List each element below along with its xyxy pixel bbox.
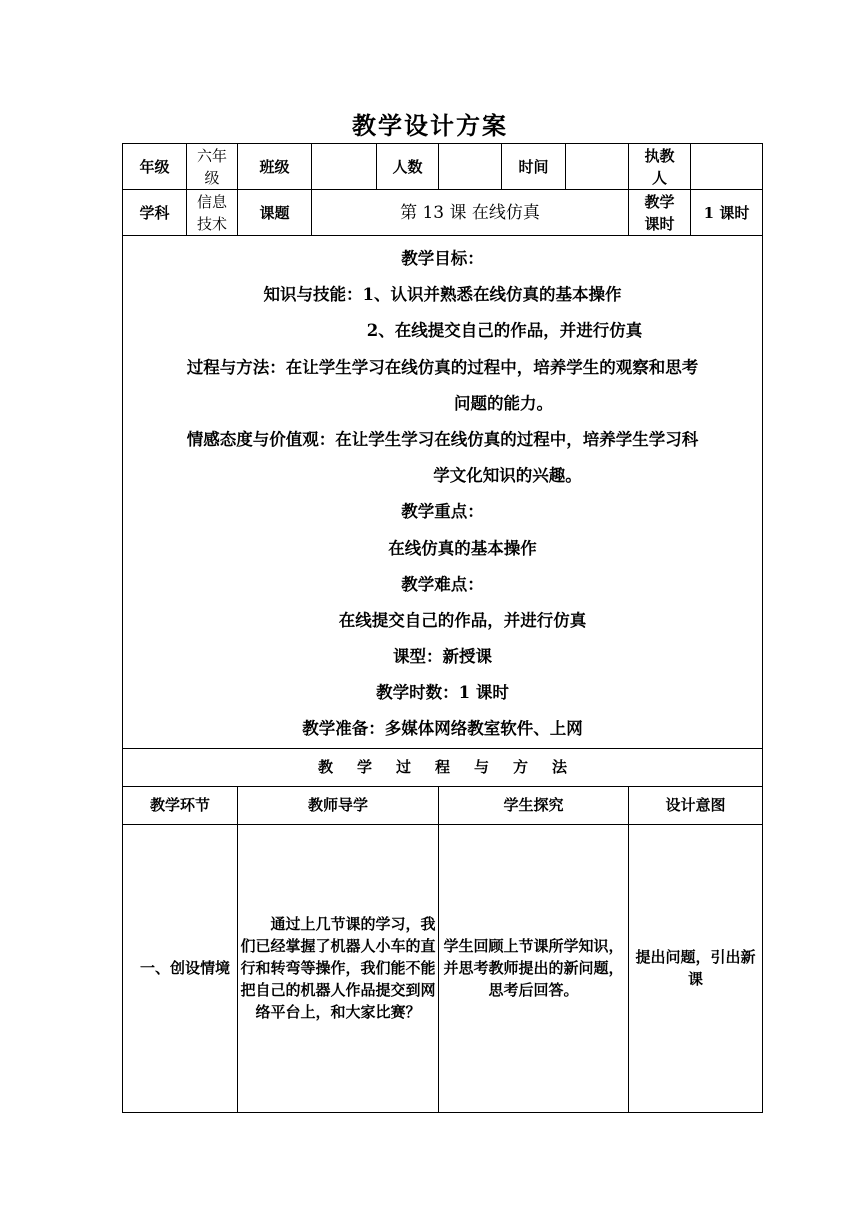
subject-value (187, 190, 238, 236)
difficulty-heading: 教学难点： (401, 574, 484, 594)
student-explore-text: 学生回顾上节课所学知识，并思考教师提出的新问题，思考后回答。 (443, 937, 624, 1000)
info-row-1 (123, 144, 763, 190)
process-title-char: 与 (474, 758, 490, 777)
class-label: 班级 (238, 144, 312, 190)
process-method-line-2: 问题的能力。 (454, 393, 553, 413)
objectives-heading: 教学目标： (401, 249, 484, 268)
process-title-row (123, 748, 763, 786)
subject-value-text: 信息技术 (196, 192, 227, 233)
teacher-value (691, 144, 763, 190)
count-label: 人数 (377, 144, 439, 190)
difficulty-text: 在线提交自己的作品，并进行仿真 (338, 610, 587, 630)
header-intent: 设计意图 (629, 786, 763, 824)
lesson-hours-line: 教学时数：1 课时 (376, 683, 509, 703)
lesson-plan-table (122, 143, 763, 1113)
process-method-line: 过程与方法：在让学生学习在线仿真的过程中，培养学生的观察和思考 (186, 357, 699, 377)
student-explore-cell (439, 824, 629, 1112)
attitude-value-line-2: 学文化知识的兴趣。 (433, 466, 582, 486)
design-intent-text: 提出问题，引出新课 (635, 948, 756, 989)
header-teacher: 教师导学 (238, 786, 439, 824)
preparation-line: 教学准备：多媒体网络教室软件、上网 (302, 719, 583, 739)
key-point-heading: 教学重点： (401, 502, 484, 522)
objectives-cell (123, 236, 763, 749)
grade-value (187, 144, 238, 190)
grade-label: 年级 (123, 144, 187, 190)
teacher-label (629, 144, 691, 190)
process-title-char: 方 (513, 758, 529, 777)
teacher-guide-cell (238, 824, 439, 1112)
time-label: 时间 (502, 144, 566, 190)
stage-cell: 一、创设情境 (123, 824, 238, 1112)
topic-value: 第 13 课 在线仿真 (312, 190, 629, 236)
design-intent-cell (629, 824, 763, 1112)
knowledge-skill-line: 知识与技能：1、认识并熟悉在线仿真的基本操作 (263, 285, 622, 305)
topic-label: 课题 (238, 190, 312, 236)
process-row (123, 824, 763, 1112)
hours-label-text: 教学课时 (644, 192, 675, 233)
process-title-char: 法 (552, 758, 568, 777)
time-value (566, 144, 629, 190)
process-title (123, 748, 763, 786)
knowledge-skill-line-2: 2、在线提交自己的作品，并进行仿真 (366, 321, 643, 341)
teacher-label-text: 执教人 (644, 146, 675, 187)
objectives-row (123, 236, 763, 749)
class-value (312, 144, 377, 190)
process-header-row (123, 786, 763, 824)
hours-label (629, 190, 691, 236)
hours-value: 1 课时 (691, 190, 763, 236)
header-stage: 教学环节 (123, 786, 238, 824)
count-value (439, 144, 502, 190)
lesson-type-line: 课型：新授课 (393, 647, 492, 667)
info-row-2 (123, 190, 763, 236)
process-title-char: 学 (356, 758, 372, 777)
grade-value-text: 六年级 (196, 146, 227, 187)
process-title-char: 过 (395, 758, 411, 777)
teacher-guide-text: 通过上几节课的学习，我们已经掌握了机器人小车的直行和转弯等操作，我们能不能把自己的机器人作品提交到网络平台上，和大家比赛？ (240, 915, 436, 1022)
process-title-char: 教 (317, 758, 333, 777)
page-title: 教学设计方案 (352, 111, 508, 140)
subject-label: 学科 (123, 190, 187, 236)
key-point-text: 在线仿真的基本操作 (388, 538, 537, 558)
attitude-value-line: 情感态度与价值观：在让学生学习在线仿真的过程中，培养学生学习科 (186, 429, 699, 449)
process-title-char: 程 (434, 758, 450, 777)
header-student: 学生探究 (439, 786, 629, 824)
